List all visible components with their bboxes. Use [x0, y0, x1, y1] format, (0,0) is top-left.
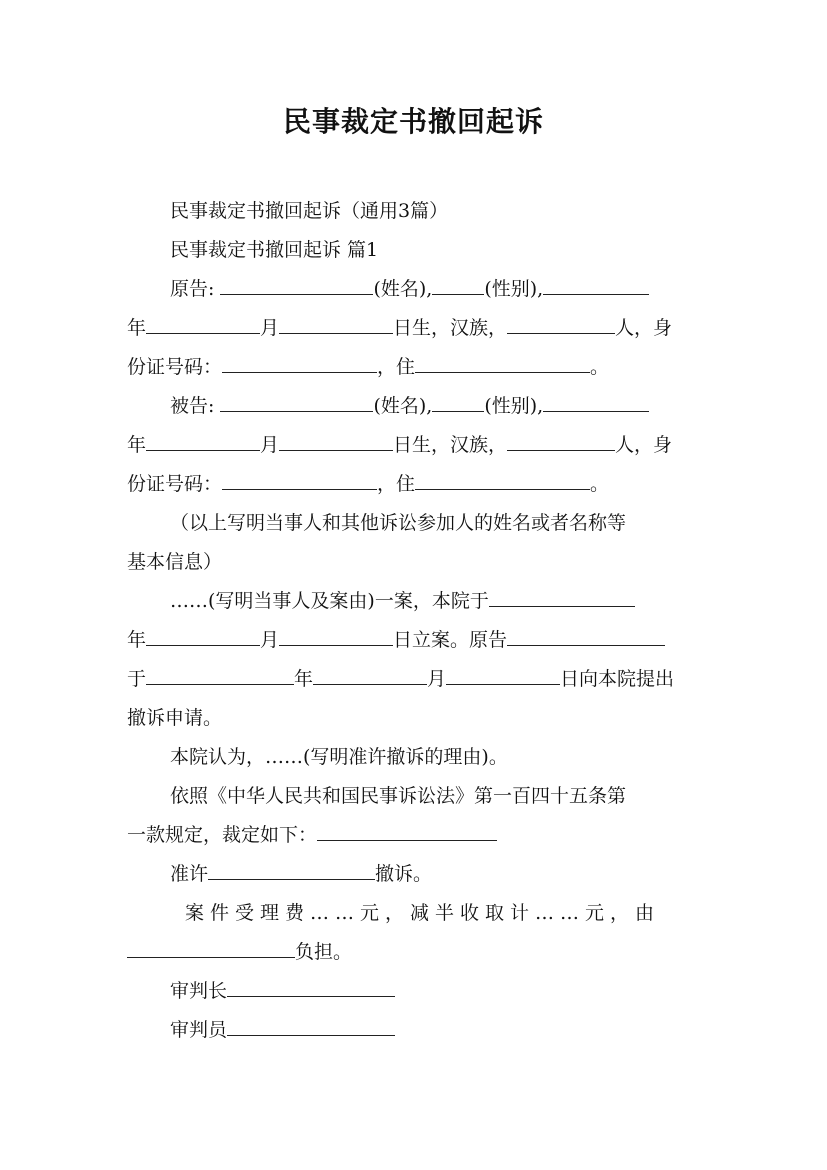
gender-label: (性别), [484, 278, 544, 300]
defendant-birth-line [127, 432, 702, 458]
gender-label: (性别), [484, 395, 544, 417]
blank-field [127, 939, 295, 958]
case-line-1 [170, 588, 702, 614]
case-line-2 [127, 627, 702, 653]
blank-field [222, 471, 377, 490]
blank-field [146, 432, 260, 451]
case-text: ……(写明当事人及案由)一案，本院于 [170, 590, 489, 612]
fee-line-1: 案件受理费……元，减半收取计……元，由 [185, 902, 661, 924]
month-label: 月 [260, 434, 280, 456]
blank-field [317, 822, 497, 841]
year-label: 年 [127, 434, 147, 456]
id-label: 份证号码： [127, 473, 223, 495]
name-label: (姓名), [373, 395, 433, 417]
blank-field [432, 393, 484, 412]
defendant-id-line [127, 471, 702, 497]
year-label: 年 [127, 629, 147, 651]
person-label: 人，身 [615, 434, 673, 456]
residence-label: ，住 [377, 356, 416, 378]
legal-basis-line-2 [127, 822, 702, 848]
ruling-text: 一款规定，裁定如下： [127, 824, 318, 846]
blank-field [507, 315, 615, 334]
residence-label: ，住 [377, 473, 416, 495]
period: 。 [590, 473, 610, 495]
born-label: 日生，汉族， [393, 434, 508, 456]
blank-field [227, 978, 395, 997]
period: 。 [590, 356, 610, 378]
chief-judge-label: 审判长 [170, 980, 228, 1002]
chief-judge-line [170, 978, 702, 1004]
defendant-line [170, 393, 702, 419]
borne-label: 负担。 [295, 941, 353, 963]
plaintiff-label: 原告: [170, 278, 215, 300]
blank-field [220, 393, 373, 412]
blank-field [446, 666, 560, 685]
blank-field [222, 354, 377, 373]
name-label: (姓名), [373, 278, 433, 300]
judge-line [170, 1017, 702, 1043]
fee-line-2 [127, 939, 702, 965]
case-line-3 [127, 666, 702, 692]
blank-field [220, 276, 373, 295]
blank-field [279, 627, 393, 646]
applied-text: 日向本院提出 [560, 668, 675, 690]
blank-field [146, 627, 260, 646]
blank-field [507, 627, 665, 646]
plaintiff-birth-line [127, 315, 702, 341]
month-label: 月 [427, 668, 447, 690]
person-label: 人，身 [615, 317, 673, 339]
blank-field [507, 432, 615, 451]
blank-field [279, 432, 393, 451]
year-label: 年 [127, 317, 147, 339]
blank-field [146, 666, 294, 685]
blank-field [432, 276, 484, 295]
born-label: 日生，汉族， [393, 317, 508, 339]
at-label: 于 [127, 668, 147, 690]
case-line-4: 撤诉申请。 [127, 707, 223, 729]
blank-field [489, 588, 635, 607]
blank-field [415, 354, 590, 373]
withdraw-label: 撤诉。 [375, 863, 433, 885]
subtitle-line: 民事裁定书撤回起诉（通用3篇） [170, 200, 449, 222]
month-label: 月 [260, 317, 280, 339]
section-heading: 民事裁定书撤回起诉 篇1 [170, 239, 379, 261]
legal-basis-line-1: 依照《中华人民共和国民事诉讼法》第一百四十五条第 [170, 785, 627, 807]
blank-field [279, 315, 393, 334]
plaintiff-line [170, 276, 702, 302]
blank-field [208, 861, 375, 880]
blank-field [415, 471, 590, 490]
note-line-1: （以上写明当事人和其他诉讼参加人的姓名或者名称等 [170, 512, 627, 534]
document-title: 民事裁定书撤回起诉 [282, 105, 544, 138]
defendant-label: 被告: [170, 395, 215, 417]
id-label: 份证号码： [127, 356, 223, 378]
blank-field [543, 276, 649, 295]
permit-line [170, 861, 702, 887]
blank-field [543, 393, 649, 412]
judge-label: 审判员 [170, 1019, 228, 1041]
plaintiff-id-line [127, 354, 702, 380]
note-line-2: 基本信息） [127, 551, 223, 573]
blank-field [313, 666, 427, 685]
filed-text: 日立案。原告 [393, 629, 508, 651]
blank-field [146, 315, 260, 334]
blank-field [227, 1017, 395, 1036]
year-label: 年 [294, 668, 314, 690]
month-label: 月 [260, 629, 280, 651]
permit-label: 准许 [170, 863, 209, 885]
court-opinion-line: 本院认为，……(写明准许撤诉的理由)。 [170, 746, 508, 768]
